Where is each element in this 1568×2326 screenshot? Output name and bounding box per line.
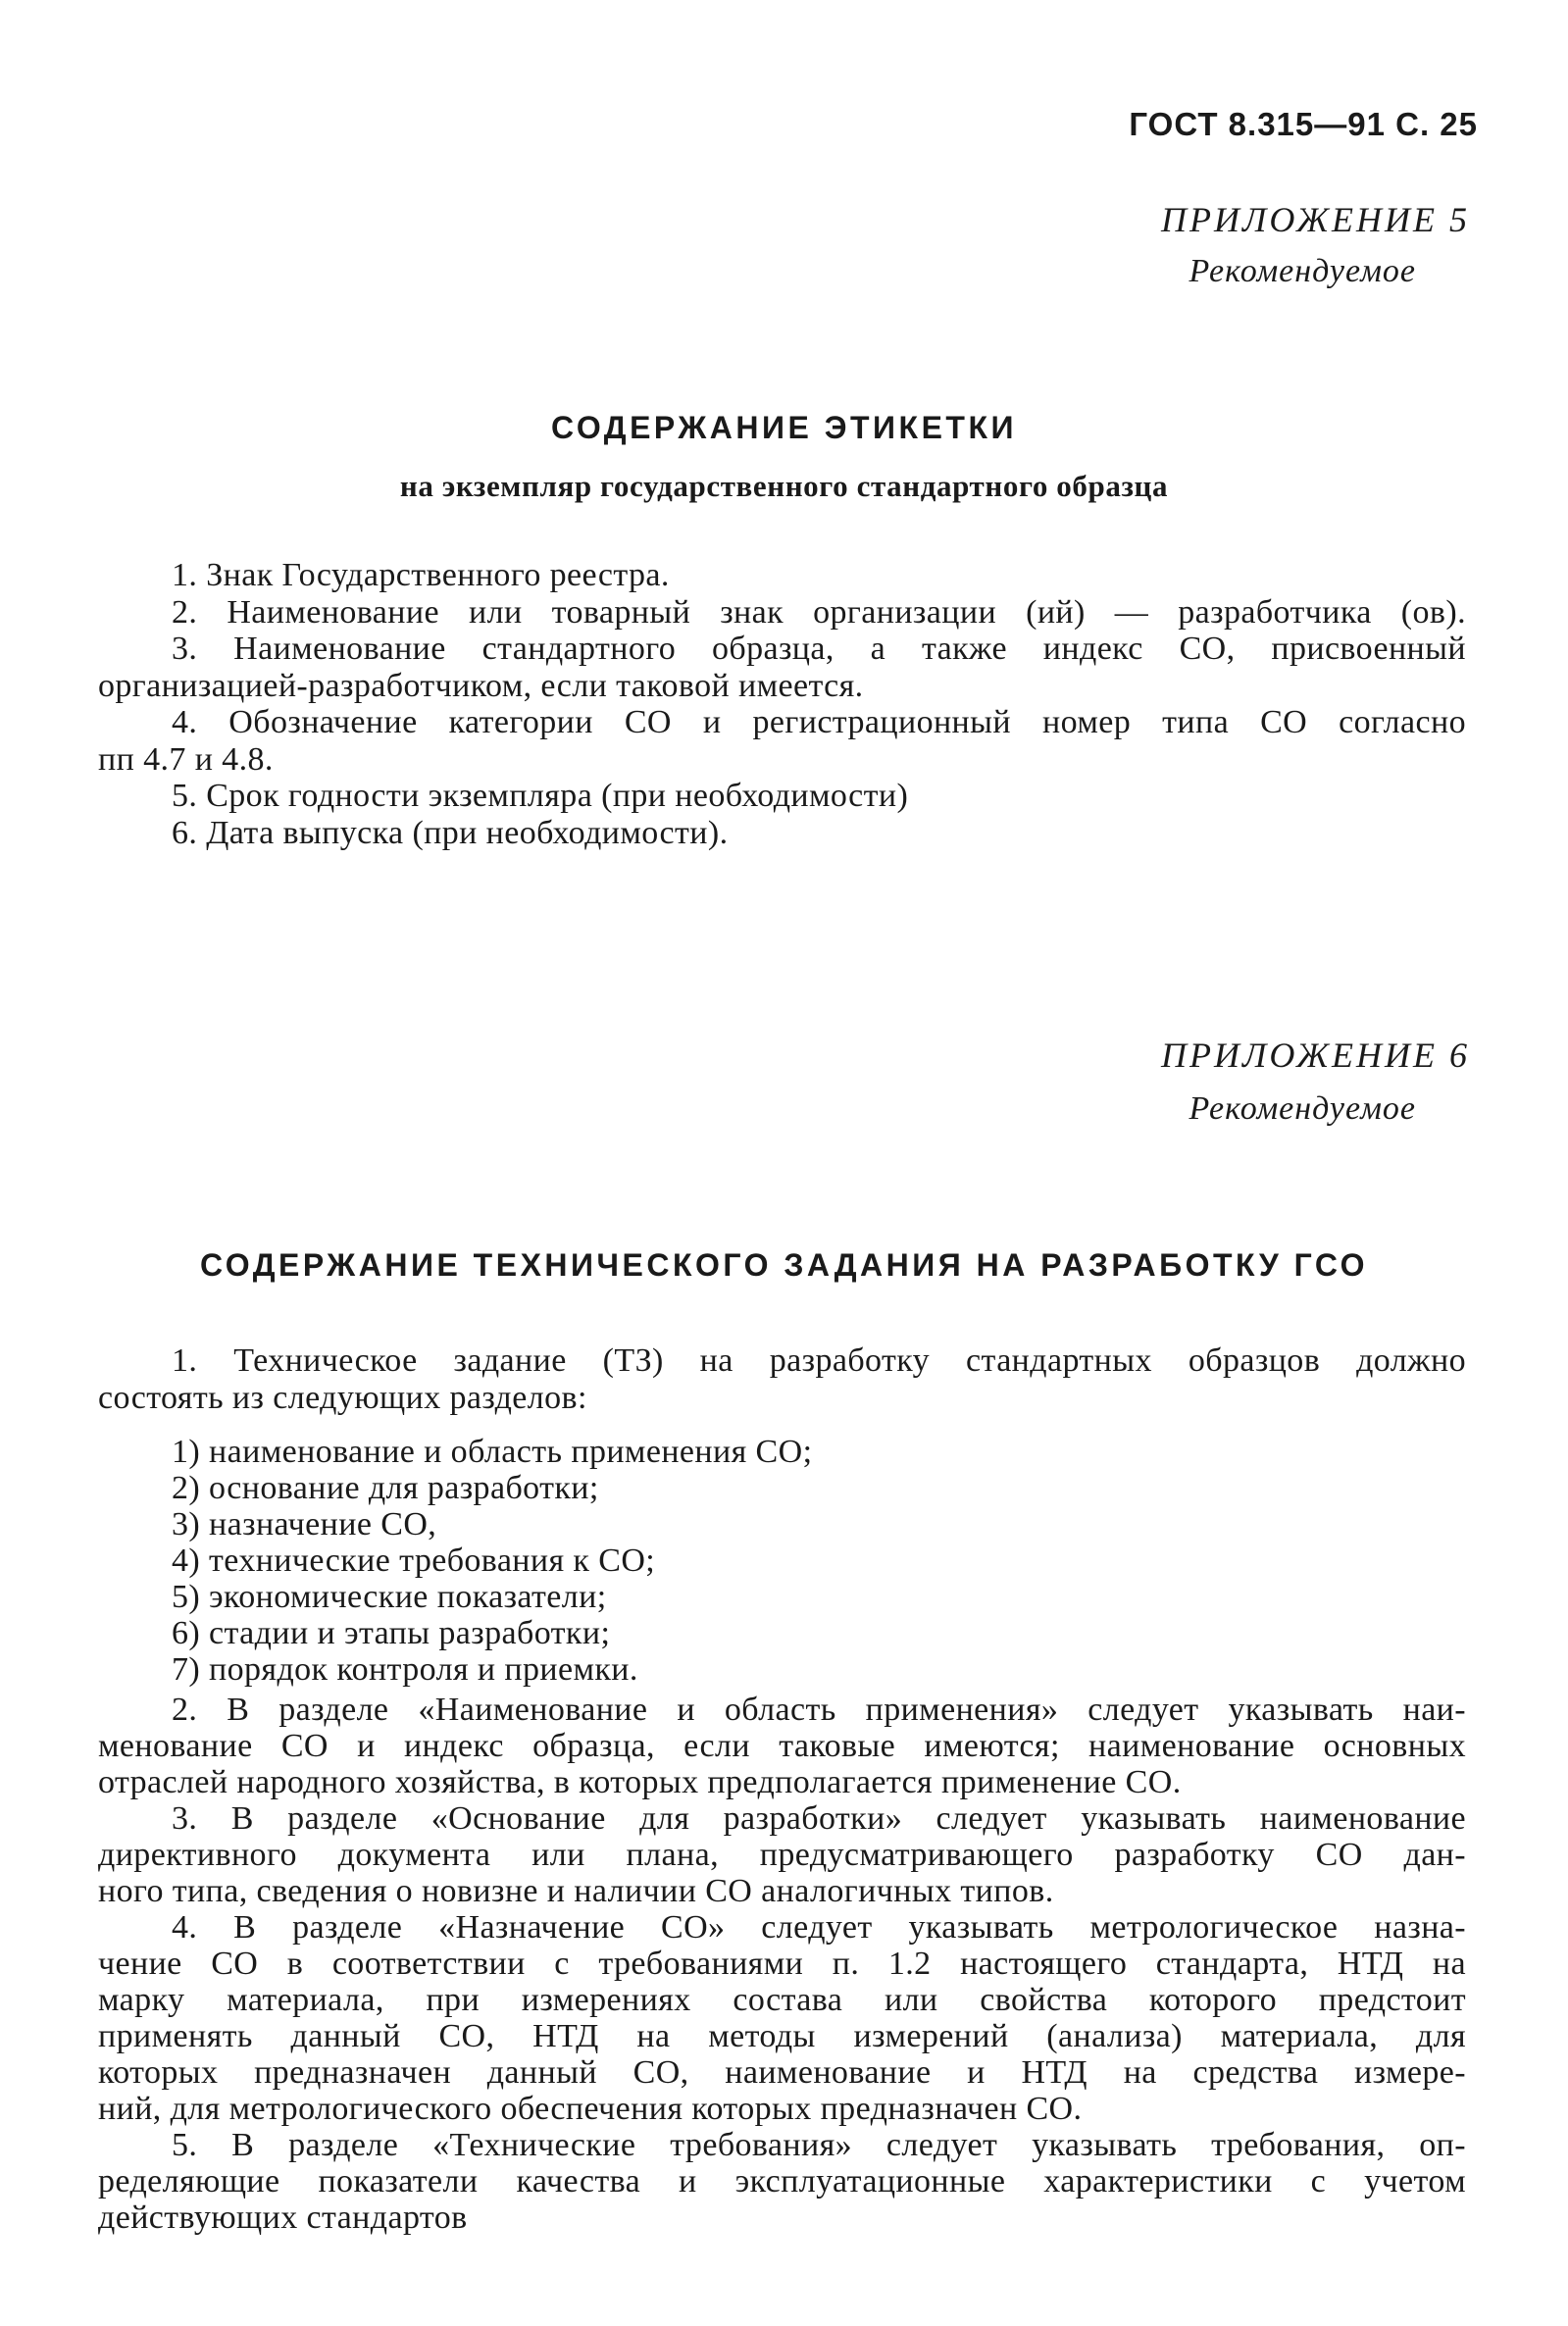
tz-para-3-cont-1: директивного документа или плана, предусматривающего разработку СО дан- (98, 1837, 1466, 1873)
label-item-3: 3. Наименование стандартного образца, а также индекс СО, присвоенный (172, 631, 1466, 667)
tz-list-item-1: 1) наименование и область применения СО; (172, 1434, 813, 1470)
running-header: ГОСТ 8.315—91 С. 25 (1129, 106, 1478, 142)
tz-para-2-cont-2: отраслей народного хозяйства, в которых предполагается применение СО. (98, 1764, 1182, 1800)
label-item-4: 4. Обозначение категории СО и регистрационный номер типа СО согласно (172, 704, 1466, 740)
tz-para-2-cont-1: менование СО и индекс образца, если таковые имеются; наименование основных (98, 1728, 1466, 1764)
appendix-6-label: ПРИЛОЖЕНИЕ 6 (1161, 1036, 1470, 1075)
appendix-5-type: Рекомендуемое (1189, 253, 1416, 289)
tz-para-5-cont-2: действующих стандартов (98, 2200, 468, 2236)
tz-para-1-cont: состоять из следующих разделов: (98, 1380, 587, 1416)
tz-para-5-cont-1: ределяющие показатели качества и эксплуатационные характеристики с учетом (98, 2163, 1466, 2200)
label-item-5: 5. Срок годности экземпляра (при необходимости) (172, 778, 909, 814)
tz-list-item-5: 5) экономические показатели; (172, 1579, 607, 1615)
appendix-5-label: ПРИЛОЖЕНИЕ 5 (1161, 200, 1470, 239)
label-item-1: 1. Знак Государственного реестра. (172, 557, 670, 593)
appendix-5-title: СОДЕРЖАНИЕ ЭТИКЕТКИ (551, 410, 1017, 445)
tz-para-4-cont-2: марку материала, при измерениях состава или свойства которого предстоит (98, 1982, 1466, 2018)
label-item-6: 6. Дата выпуска (при необходимости). (172, 815, 729, 851)
tz-para-2: 2. В разделе «Наименование и область применения» следует указывать наи- (172, 1692, 1466, 1728)
tz-para-5: 5. В разделе «Технические требования» следует указывать требования, оп- (172, 2127, 1466, 2163)
label-item-4-cont: пп 4.7 и 4.8. (98, 741, 274, 778)
tz-para-3-cont-2: ного типа, сведения о новизне и наличии СО аналогичных типов. (98, 1873, 1054, 1909)
label-item-3-cont: организацией-разработчиком, если таковой имеется. (98, 668, 864, 704)
tz-para-4-cont-4: которых предназначен данный СО, наименование и НТД на средства измере- (98, 2054, 1466, 2091)
tz-list-item-7: 7) порядок контроля и приемки. (172, 1651, 638, 1688)
label-item-2: 2. Наименование или товарный знак организации (ий) — разработчика (ов). (172, 594, 1466, 631)
tz-para-3: 3. В разделе «Основание для разработки» следует указывать наименование (172, 1800, 1466, 1837)
appendix-6-title: СОДЕРЖАНИЕ ТЕХНИЧЕСКОГО ЗАДАНИЯ НА РАЗРАБОТКУ ГСО (199, 1247, 1369, 1283)
tz-para-1: 1. Техническое задание (ТЗ) на разработку стандартных образцов должно (172, 1342, 1466, 1379)
tz-list-item-3: 3) назначение СО, (172, 1506, 437, 1542)
tz-list-item-6: 6) стадии и этапы разработки; (172, 1615, 611, 1651)
appendix-6-type: Рекомендуемое (1189, 1090, 1416, 1127)
appendix-5-subtitle: на экземпляр государственного стандартного образца (399, 469, 1169, 503)
tz-para-4-cont-1: чение СО в соответствии с требованиями п. 1.2 настоящего стандарта, НТД на (98, 1946, 1466, 1982)
tz-para-4: 4. В разделе «Назначение СО» следует указывать метрологическое назна- (172, 1909, 1466, 1946)
tz-list-item-2: 2) основание для разработки; (172, 1470, 599, 1506)
tz-list-item-4: 4) технические требования к СО; (172, 1542, 656, 1579)
tz-para-4-cont-5: ний, для метрологического обеспечения которых предназначен СО. (98, 2091, 1083, 2127)
tz-para-4-cont-3: применять данный СО, НТД на методы измерений (анализа) материала, для (98, 2018, 1466, 2054)
